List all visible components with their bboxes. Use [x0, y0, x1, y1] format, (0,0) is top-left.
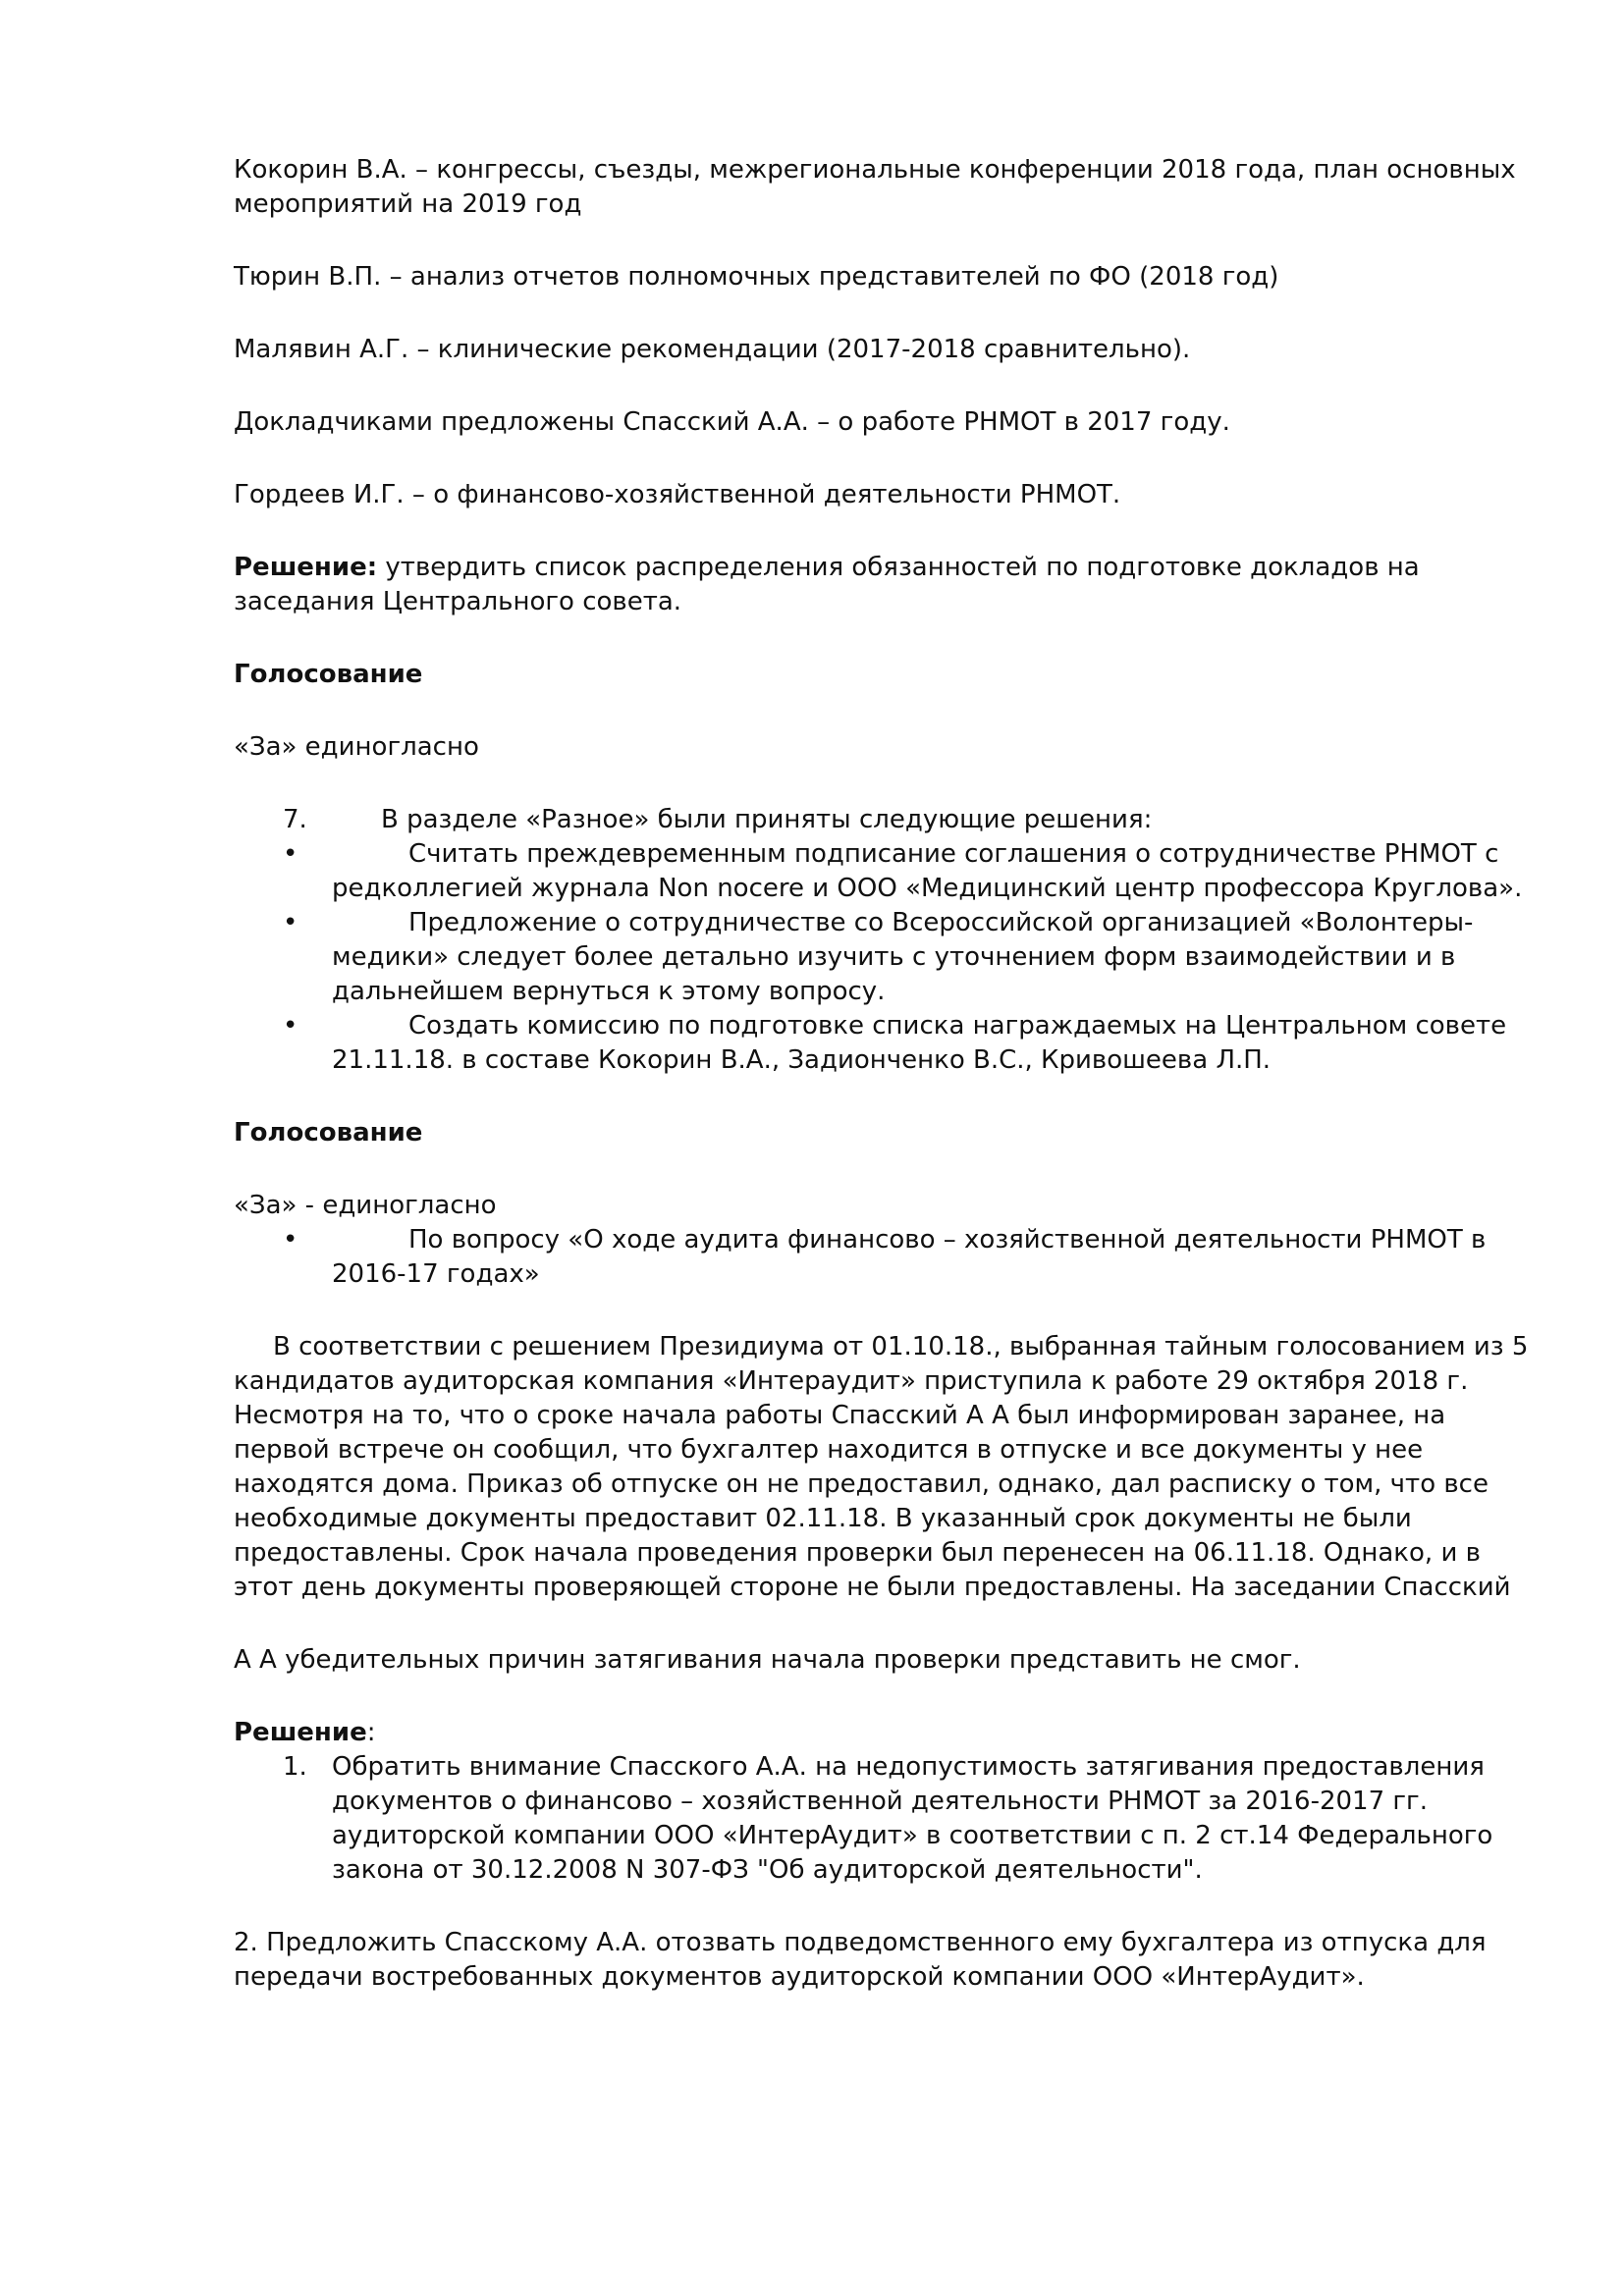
list-item: [234, 906, 1530, 1009]
paragraph-kokorin: Кокорин В.А. – конгрессы, съезды, межрегиональные конференции 2018 года, план основных мероприятий на 2019 год: [234, 155, 1516, 219]
paragraph-gordeev: Гордеев И.Г. – о финансово-хозяйственной деятельности РНМОТ.: [234, 480, 1121, 509]
misc-decisions-list: [234, 837, 1530, 1078]
paragraph-speakers: Докладчиками предложены Спасский А.А. – о работе РНМОТ в 2017 году.: [234, 407, 1230, 437]
audit-paragraph: В соответствии с решением Президиума от 01.10.18., выбранная тайным голосованием из 5 кандидатов аудиторская компания «Интераудит» приступила к работе 29 октября 2018 г. Несмотря на то, что о сроке начала работы Спасский А А был информирован заранее, на первой встрече он сообщил, что бухгалтер находится в отпуске и все документы у нее находятся дома. Приказ об отпуске он не предоставил, однако, дал расписку о том, что все необходимые документы предоставит 02.11.18. В указанный срок документы не были предоставлены. Срок начала проведения проверки был перенесен на 06.11.18. Однако, и в этот день документы проверяющей стороне не были предоставлены. На заседании Спасский: [234, 1332, 1529, 1602]
decision-1: [234, 551, 1530, 619]
list-item-number: 1.: [283, 1752, 307, 1782]
decision-2-colon: :: [366, 1718, 376, 1747]
bullet-marker: •: [283, 908, 298, 937]
decision-2-item-2: 2. Предложить Спасскому А.А. отозвать подведомственного ему бухгалтера из отпуска для передачи востребованных документов аудиторской компании ООО «ИнтерАудит».: [234, 1928, 1487, 1992]
item-7-text: В разделе «Разное» были приняты следующие решения:: [381, 805, 1153, 834]
decision-2: [234, 1716, 1530, 1750]
decision-2-label: Решение: [234, 1718, 367, 1747]
item-7-number: 7.: [283, 805, 307, 834]
vote-1-result: «За» единогласно: [234, 732, 479, 762]
list-item-text: Обратить внимание Спасского А.А. на недопустимость затягивания предоставления документов о финансово – хозяйственной деятельности РНМОТ за 2016-2017 гг. аудиторской компании ООО «ИнтерАудит» в соответствии с п. 2 ст.14 Федерального закона от 30.12.2008 N 307-ФЗ "Об аудиторской деятельности".: [332, 1752, 1493, 1885]
bullet-marker: •: [283, 1011, 298, 1041]
decision-1-text: утвердить список распределения обязанностей по подготовке докладов на заседания Центрального совета.: [234, 553, 1420, 616]
decision-2-list: [234, 1750, 1530, 1888]
list-item: [234, 1223, 1530, 1292]
list-item-text: Предложение о сотрудничестве со Всероссийской организацией «Волонтеры-медики» следует более детально изучить с уточнением форм взаимодействии и в дальнейшем вернуться к этому вопросу.: [332, 908, 1474, 1006]
vote-1-heading: Голосование: [234, 660, 423, 689]
bullet-marker: •: [283, 839, 298, 869]
list-item-text: Создать комиссию по подготовке списка награждаемых на Центральном совете 21.11.18. в составе Кокорин В.А., Задионченко В.С., Кривошеева Л.П.: [332, 1011, 1507, 1075]
list-item-text: По вопросу «О ходе аудита финансово – хозяйственной деятельности РНМОТ в 2016-17 годах»: [332, 1225, 1487, 1289]
item-7: [234, 803, 1530, 837]
audit-paragraph-continued: А А убедительных причин затягивания начала проверки представить не смог.: [234, 1645, 1301, 1675]
vote-2-heading: Голосование: [234, 1118, 423, 1148]
bullet-marker: •: [283, 1225, 298, 1255]
paragraph-malyavin: Малявин А.Г. – клинические рекомендации (2017-2018 сравнительно).: [234, 335, 1191, 364]
list-item: [234, 837, 1530, 906]
paragraph-tyurin: Тюрин В.П. – анализ отчетов полномочных представителей по ФО (2018 год): [234, 262, 1279, 292]
document-page: [234, 153, 1530, 1995]
list-item: [234, 1750, 1530, 1888]
vote-2-result: «За» - единогласно: [234, 1191, 497, 1220]
decision-1-label: Решение:: [234, 553, 378, 582]
list-item: [234, 1009, 1530, 1078]
audit-topic-list: [234, 1223, 1530, 1292]
list-item-text: Считать преждевременным подписание соглашения о сотрудничестве РНМОТ с редколлегией журнала Non nocere и ООО «Медицинский центр профессора Круглова».: [332, 839, 1523, 903]
